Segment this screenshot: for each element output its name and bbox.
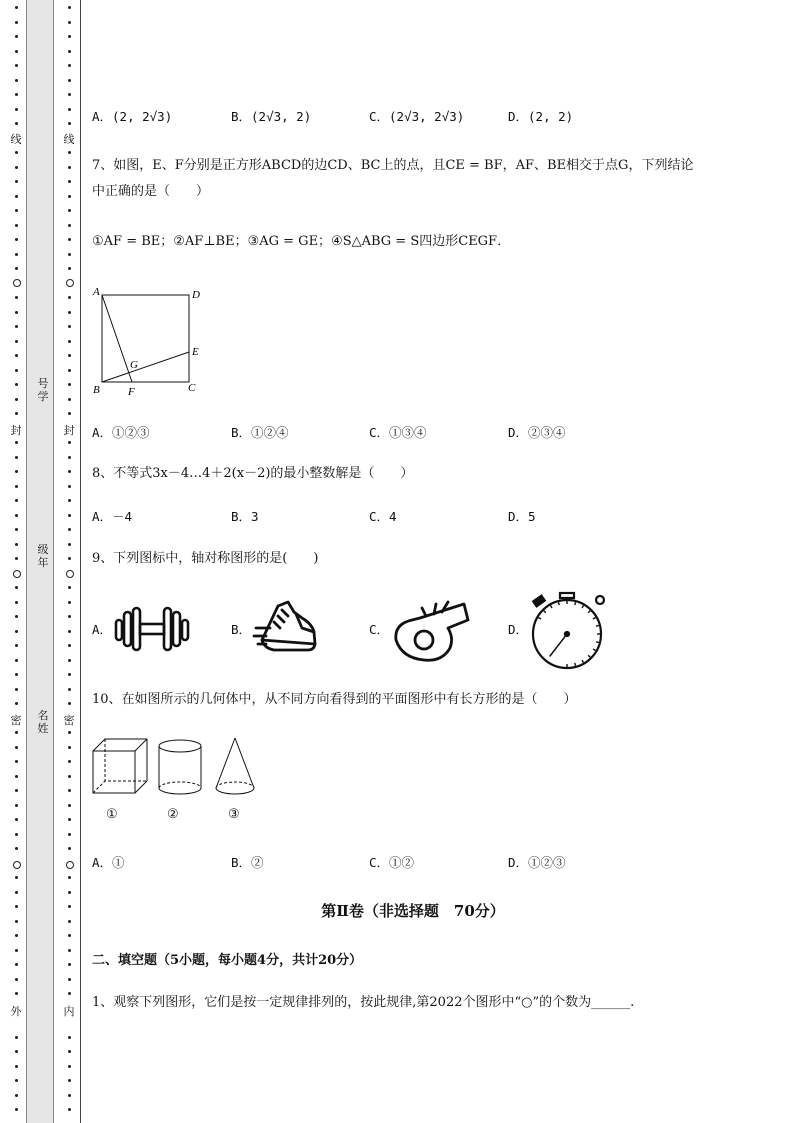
segment-be [102, 352, 189, 382]
binding-dot [68, 775, 71, 778]
binding-dot [68, 688, 71, 691]
binding-dot [15, 978, 18, 981]
binding-dot [15, 688, 18, 691]
binding-dot [15, 340, 18, 343]
stopwatch-tick [596, 625, 599, 626]
binding-dot [68, 833, 71, 836]
stopwatch-tick [551, 605, 553, 608]
binding-dot [15, 731, 18, 734]
q10-option-c: C．①② [369, 855, 415, 870]
binding-dot [68, 21, 71, 24]
binding-ring-mark [13, 570, 21, 578]
stopwatch-tick [544, 611, 546, 613]
binding-dot [15, 659, 18, 662]
q9-option-b: B． [231, 622, 252, 637]
binding-dot [15, 398, 18, 401]
binding-dot [15, 557, 18, 560]
outer-mark-seal: 封 [10, 424, 22, 437]
binding-inner-line [80, 0, 81, 1123]
stopwatch-tick [588, 611, 590, 613]
binding-dot [15, 644, 18, 647]
binding-dot [68, 963, 71, 966]
binding-dot [68, 267, 71, 270]
binding-dot [15, 224, 18, 227]
stopwatch-icon [526, 590, 612, 672]
binding-dot [68, 731, 71, 734]
binding-dot [15, 1065, 18, 1068]
running-shoe-icon [252, 598, 322, 660]
label-d: D [192, 289, 200, 301]
binding-dot [15, 1094, 18, 1097]
binding-dot [68, 64, 71, 67]
binding-dot [15, 383, 18, 386]
binding-dot [15, 601, 18, 604]
binding-dot [15, 412, 18, 415]
label-e: E [192, 346, 199, 358]
binding-dot [68, 93, 71, 96]
binding-dot [15, 673, 18, 676]
binding-dot [15, 630, 18, 633]
q9-option-a: A． [92, 622, 113, 637]
binding-dot [15, 833, 18, 836]
binding-dot [68, 746, 71, 749]
inner-mark-seal: 封 [63, 424, 75, 437]
binding-ring-mark [13, 861, 21, 869]
binding-dot [68, 1036, 71, 1039]
binding-ring-mark [66, 861, 74, 869]
binding-dot [15, 847, 18, 850]
binding-dot [15, 195, 18, 198]
dumbbell-icon [113, 604, 191, 654]
binding-dot [15, 166, 18, 169]
binding-dot [68, 615, 71, 618]
binding-dot [68, 195, 71, 198]
binding-dot [15, 485, 18, 488]
binding-dot [15, 818, 18, 821]
binding-dot [15, 441, 18, 444]
binding-dot [68, 354, 71, 357]
binding-dot [68, 1050, 71, 1053]
binding-dot [68, 6, 71, 9]
binding-dot [68, 180, 71, 183]
q6-option-d: D．(2, 2) [508, 109, 574, 124]
binding-dot [15, 920, 18, 923]
binding-dot [68, 1079, 71, 1082]
field-student-number: 号学 [37, 377, 49, 403]
q10-solids-figure [90, 734, 260, 804]
outer-mark-line: 线 [10, 133, 22, 146]
binding-ring-mark [13, 279, 21, 287]
binding-dot [68, 673, 71, 676]
binding-dot [15, 456, 18, 459]
shape-label-2: ② [167, 807, 179, 822]
q9-option-c: C． [369, 622, 390, 637]
binding-dot [68, 151, 71, 154]
binding-dot [68, 760, 71, 763]
stopwatch-tick [538, 618, 541, 620]
binding-dot [15, 267, 18, 270]
cube-shape [93, 739, 147, 793]
binding-dot [68, 296, 71, 299]
binding-dot [68, 383, 71, 386]
binding-dot [68, 79, 71, 82]
binding-dot [15, 21, 18, 24]
binding-dot [15, 79, 18, 82]
stopwatch-tick [575, 602, 576, 605]
label-f: F [128, 386, 135, 398]
binding-dot [68, 398, 71, 401]
binding-dot [68, 1108, 71, 1111]
binding-dot [68, 441, 71, 444]
binding-dot [68, 1094, 71, 1097]
binding-dot [15, 514, 18, 517]
binding-dot [15, 1079, 18, 1082]
binding-dot [68, 934, 71, 937]
binding-dot [68, 485, 71, 488]
binding-dot [15, 151, 18, 154]
q7-option-a: A．①②③ [92, 425, 150, 440]
q7-stem-line1: 7、如图，E、F分别是正方形ABCD的边CD、BC上的点，且CE = BF，AF、BE相交于点G，下列结论 [92, 158, 694, 173]
q7-statements: ①AF = BE；②AF⊥BE；③AG = GE；④S△ABG = S四边形CEGF． [92, 234, 511, 249]
binding-dot [68, 804, 71, 807]
binding-dot [15, 64, 18, 67]
binding-dot [68, 340, 71, 343]
q9-option-d: D． [508, 622, 529, 637]
cylinder-shape [159, 740, 201, 794]
binding-dot [15, 6, 18, 9]
whistle-icon [390, 594, 472, 664]
binding-dot [68, 238, 71, 241]
binding-dot [15, 615, 18, 618]
label-g: G [130, 359, 138, 371]
binding-dot [15, 760, 18, 763]
binding-dot [15, 586, 18, 589]
binding-dot [15, 354, 18, 357]
binding-dot [15, 325, 18, 328]
q10-option-b: B．② [231, 855, 264, 870]
binding-dot [15, 1050, 18, 1053]
segment-af [102, 295, 132, 382]
binding-dot [68, 586, 71, 589]
binding-dot [15, 311, 18, 314]
q8-option-c: C．4 [369, 509, 397, 524]
binding-dot [15, 528, 18, 531]
binding-dot [15, 108, 18, 111]
inner-mark-secret: 密 [63, 714, 75, 727]
fill-in-section-title: 二、填空题（5小题，每小题4分，共计20分） [92, 953, 363, 968]
binding-dot [68, 949, 71, 952]
binding-dot [68, 311, 71, 314]
field-name: 名姓 [37, 709, 49, 735]
binding-dot [68, 920, 71, 923]
q6-option-b: B．(2√3, 2) [231, 109, 312, 124]
label-a: A [93, 286, 100, 298]
q10-stem: 10、在如图所示的几何体中，从不同方向看得到的平面图形中有长方形的是（ ） [92, 692, 577, 707]
stopwatch-tick [558, 602, 559, 605]
field-grade: 级年 [37, 543, 49, 569]
binding-dot [15, 180, 18, 183]
q8-option-d: D．5 [508, 509, 536, 524]
binding-dot [68, 876, 71, 879]
binding-dot [68, 209, 71, 212]
binding-dot [15, 122, 18, 125]
shape-label-3: ③ [228, 807, 240, 822]
binding-dot [15, 992, 18, 995]
binding-dot [68, 253, 71, 256]
q8-stem: 8、不等式3x－4…4＋2(x－2)的最小整数解是（ ） [92, 466, 414, 481]
binding-dot [68, 891, 71, 894]
inner-mark-line: 线 [63, 133, 75, 146]
part2-title: 第Ⅱ卷（非选择题 70分） [321, 902, 505, 920]
binding-dot [68, 789, 71, 792]
binding-dot [68, 369, 71, 372]
q6-option-c: C．(2√3, 2√3) [369, 109, 465, 124]
binding-dot [15, 369, 18, 372]
binding-dot [15, 1036, 18, 1039]
q6-option-a: A．(2, 2√3) [92, 109, 173, 124]
stopwatch-tick [588, 655, 590, 657]
binding-dot [68, 557, 71, 560]
outer-mark-secret: 密 [10, 714, 22, 727]
binding-dot [15, 963, 18, 966]
binding-dot [15, 702, 18, 705]
q7-square-figure [88, 282, 218, 400]
stopwatch-tick [593, 618, 596, 620]
binding-dot [68, 601, 71, 604]
q8-option-a: A．－4 [92, 509, 133, 524]
binding-dot [15, 499, 18, 502]
binding-dot [68, 224, 71, 227]
outer-mark-outside: 外 [10, 1005, 22, 1018]
binding-dot [68, 630, 71, 633]
binding-dot [15, 253, 18, 256]
binding-dot [68, 470, 71, 473]
binding-dot [68, 644, 71, 647]
binding-dot [68, 659, 71, 662]
binding-dot [15, 1108, 18, 1111]
binding-dot [68, 847, 71, 850]
binding-dot [15, 543, 18, 546]
q8-option-b: B．3 [231, 509, 259, 524]
inner-mark-inside: 内 [63, 1005, 75, 1018]
stopwatch-tick [582, 660, 584, 663]
q9-stem: 9、下列图标中，轴对称图形的是( ) [92, 551, 319, 566]
binding-dot [15, 296, 18, 299]
q7-option-c: C．①③④ [369, 425, 427, 440]
binding-dot [15, 238, 18, 241]
binding-dot [68, 50, 71, 53]
binding-dot [68, 325, 71, 328]
binding-dot [68, 108, 71, 111]
q10-option-a: A．① [92, 855, 125, 870]
binding-dot [15, 934, 18, 937]
binding-dot [15, 746, 18, 749]
binding-dot [68, 818, 71, 821]
q10-option-d: D．①②③ [508, 855, 566, 870]
binding-dot [68, 528, 71, 531]
label-c: C [188, 382, 196, 394]
binding-dot [15, 775, 18, 778]
binding-dot [68, 35, 71, 38]
binding-dot [68, 412, 71, 415]
binding-dot [68, 702, 71, 705]
fill-in-q1: 1、观察下列图形，它们是按一定规律排列的，按此规律,第2022个图形中“○”的个数为______. [92, 995, 635, 1010]
binding-dot [68, 1065, 71, 1068]
binding-dot [68, 499, 71, 502]
binding-dot [15, 876, 18, 879]
binding-dot [15, 949, 18, 952]
q7-option-b: B．①②④ [231, 425, 289, 440]
binding-ring-mark [66, 279, 74, 287]
binding-dot [68, 992, 71, 995]
stopwatch-tick [575, 663, 576, 666]
label-b: B [93, 384, 100, 396]
binding-dot [15, 470, 18, 473]
q7-stem-line2: 中正确的是（ ） [92, 184, 210, 199]
binding-dot [15, 50, 18, 53]
binding-dot [68, 514, 71, 517]
square-abcd [102, 295, 189, 382]
cone-shape [216, 738, 254, 794]
binding-dot [68, 978, 71, 981]
binding-dot [68, 166, 71, 169]
binding-dot [15, 209, 18, 212]
binding-dot [68, 456, 71, 459]
binding-ring-mark [66, 570, 74, 578]
q7-option-d: D．②③④ [508, 425, 566, 440]
binding-dot [15, 891, 18, 894]
binding-dot [68, 543, 71, 546]
stopwatch-tick [582, 605, 584, 608]
stopwatch-tick [593, 649, 596, 651]
shape-label-1: ① [106, 807, 118, 822]
binding-dot [15, 35, 18, 38]
binding-dot [68, 122, 71, 125]
binding-dot [15, 93, 18, 96]
binding-dot [15, 804, 18, 807]
binding-dot [15, 789, 18, 792]
stopwatch-tick [596, 642, 599, 643]
